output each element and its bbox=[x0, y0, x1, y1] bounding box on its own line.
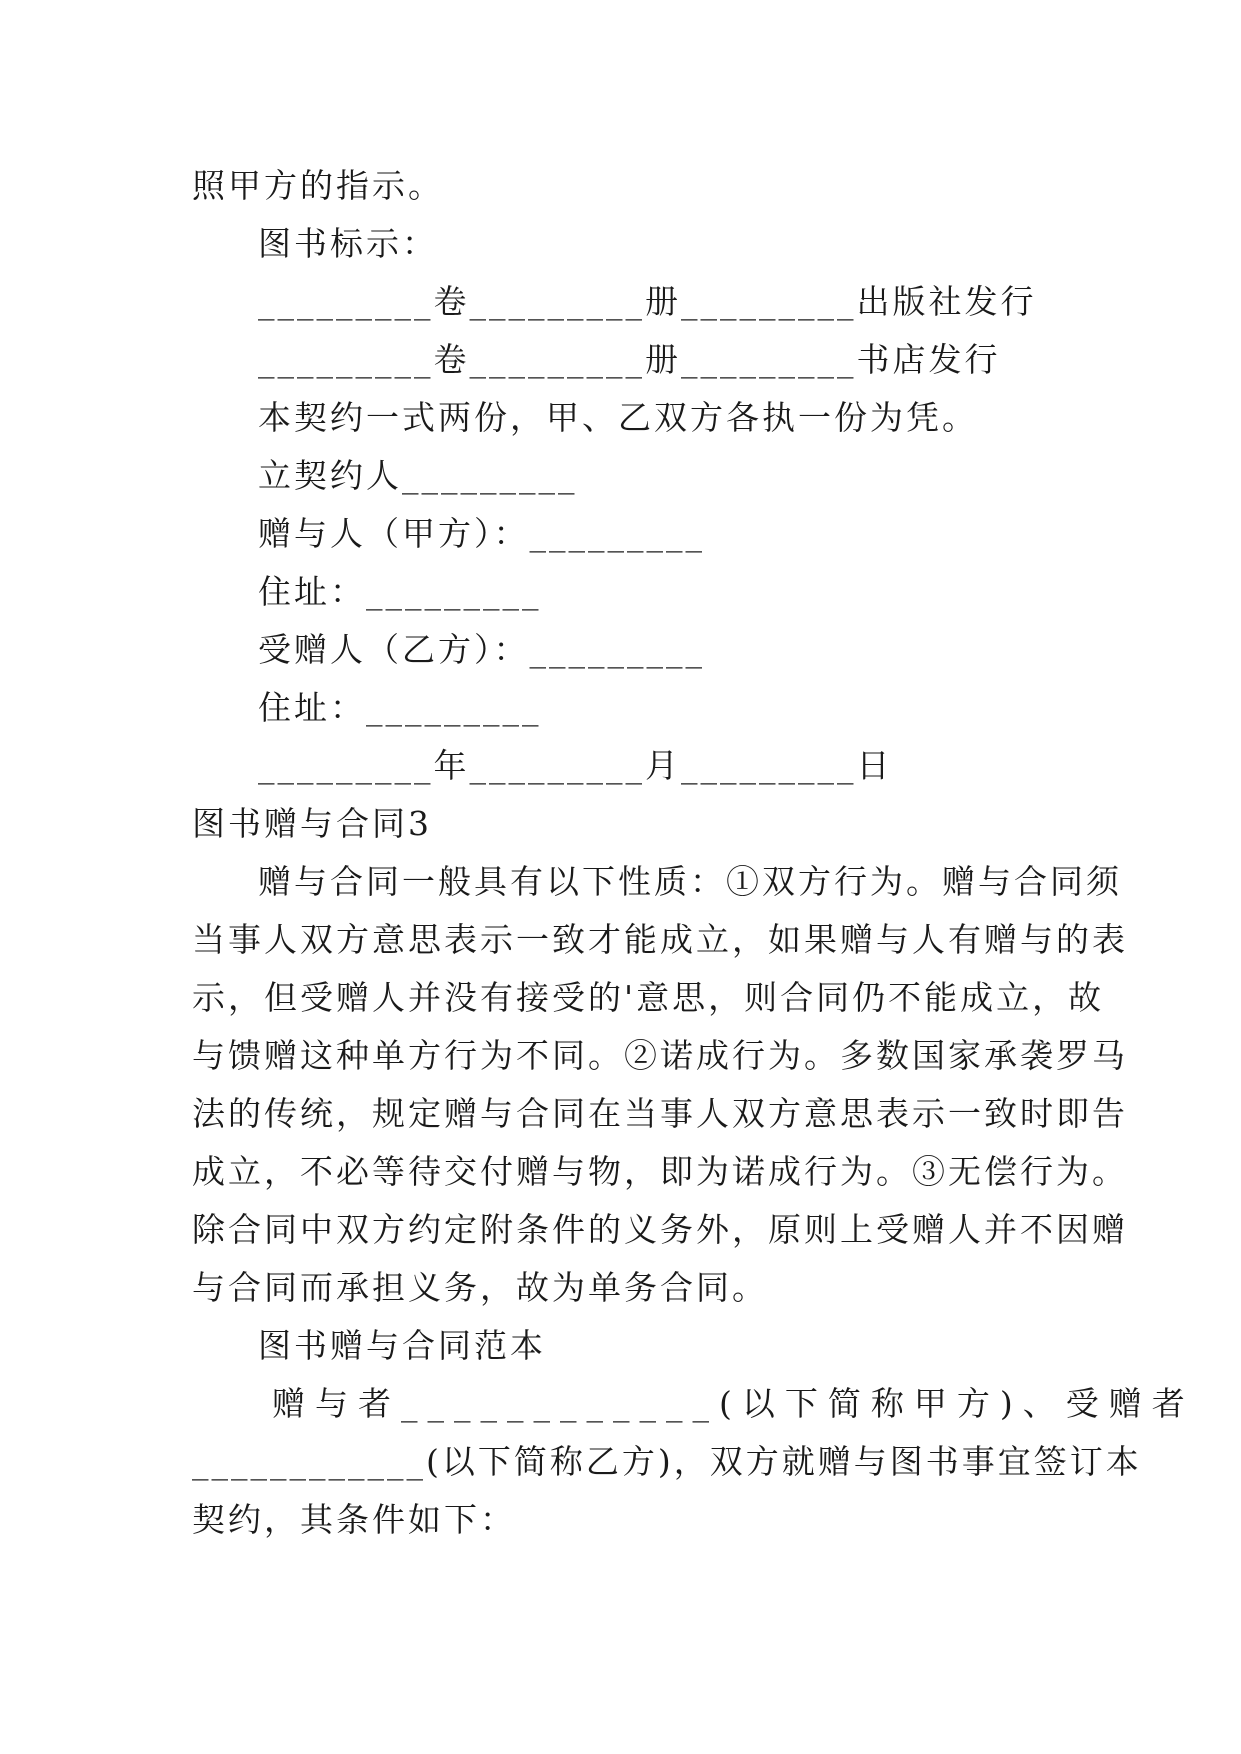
text-line: 赠与者____________(以下简称甲方)、受赠者 bbox=[272, 1384, 1195, 1423]
text-line: 成立，不必等待交付赠与物，即为诺成行为。③无偿行为。 bbox=[192, 1152, 1128, 1191]
text-line: 本契约一式两份，甲、乙双方各执一份为凭。 bbox=[258, 398, 978, 437]
text-line: 立契约人_________ bbox=[258, 456, 578, 495]
text-line: _________卷_________册_________书店发行 bbox=[258, 340, 1001, 379]
text-line: 图书赠与合同范本 bbox=[258, 1326, 546, 1365]
text-line: 与馈赠这种单方行为不同。②诺成行为。多数国家承袭罗马 bbox=[192, 1036, 1128, 1075]
text-line: 受赠人（乙方）：_________ bbox=[258, 630, 705, 669]
section-heading: 图书赠与合同3 bbox=[192, 804, 432, 843]
text-line: 赠与人（甲方）：_________ bbox=[258, 514, 705, 553]
text-line: ____________(以下简称乙方)，双方就赠与图书事宜签订本 bbox=[192, 1442, 1142, 1481]
text-line: _________年_________月_________日 bbox=[258, 746, 893, 785]
text-line: 住址：_________ bbox=[258, 688, 542, 727]
text-line: 契约，其条件如下： bbox=[192, 1500, 516, 1539]
text-line: 图书标示： bbox=[258, 224, 438, 263]
text-line: _________卷_________册_________出版社发行 bbox=[258, 282, 1037, 321]
text-line: 赠与合同一般具有以下性质：①双方行为。赠与合同须 bbox=[258, 862, 1122, 901]
text-line: 照甲方的指示。 bbox=[192, 166, 444, 205]
text-line: 住址：_________ bbox=[258, 572, 542, 611]
text-line: 除合同中双方约定附条件的义务外，原则上受赠人并不因赠 bbox=[192, 1210, 1128, 1249]
text-line: 当事人双方意思表示一致才能成立，如果赠与人有赠与的表 bbox=[192, 920, 1128, 959]
text-line: 法的传统，规定赠与合同在当事人双方意思表示一致时即告 bbox=[192, 1094, 1128, 1133]
text-line: 与合同而承担义务，故为单务合同。 bbox=[192, 1268, 768, 1307]
text-line: 示，但受赠人并没有接受的'意思，则合同仍不能成立，故 bbox=[192, 978, 1105, 1017]
